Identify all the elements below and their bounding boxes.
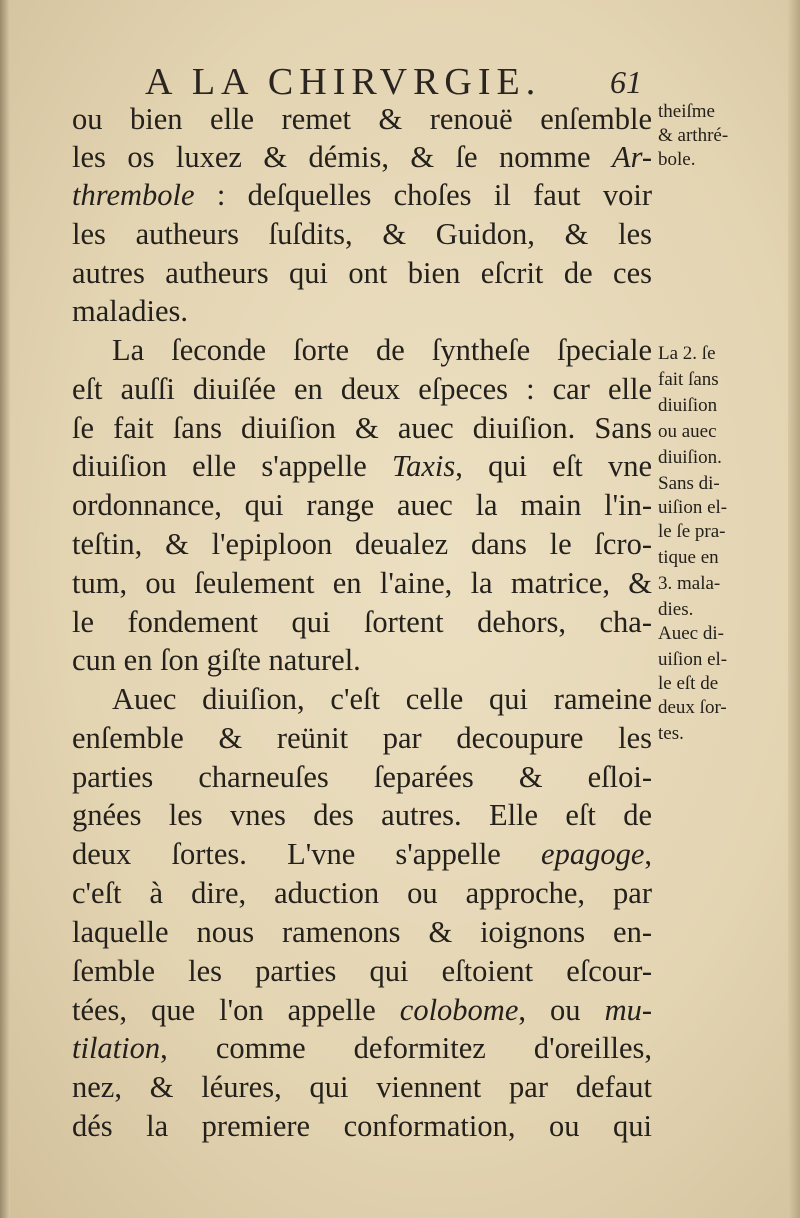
margin-note-line: tes.	[658, 723, 684, 744]
text-line: cun en ſon giſte naturel.	[72, 643, 361, 677]
text-line: ſemble les parties qui eſtoient eſcour-	[72, 954, 652, 988]
margin-note-line: diuiſion.	[658, 447, 722, 468]
text-line: nez, & léures, qui viennent par defaut	[72, 1070, 652, 1104]
text-line: dés la premiere conformation, ou qui	[72, 1109, 652, 1143]
text-line: thrembole : deſquelles choſes il faut voir	[72, 178, 652, 212]
text-line: teſtin, & l'epiploon deualez dans le ſcro-	[72, 527, 652, 561]
text-line: autres autheurs qui ont bien eſcrit de ces	[72, 256, 652, 290]
margin-note-line: le ſe pra-	[658, 521, 726, 542]
margin-note-line: Auec di-	[658, 623, 724, 644]
text-line: tilation, comme deformitez d'oreilles,	[72, 1031, 652, 1065]
text-line: La ſeconde ſorte de ſyntheſe ſpeciale	[112, 333, 652, 367]
text-line: Auec diuiſion, c'eſt celle qui rameine	[112, 682, 652, 716]
text-line: ordonnance, qui range auec la main l'in-	[72, 488, 652, 522]
text-line: laquelle nous ramenons & ioignons en-	[72, 915, 652, 949]
text-line: tum, ou ſeulement en l'aine, la matrice, &	[72, 566, 652, 600]
margin-note-line: fait ſans	[658, 369, 719, 390]
text-line: parties charneuſes ſeparées & eſloi-	[72, 760, 652, 794]
text-line: ſe fait ſans diuiſion & auec diuiſion. Sans	[72, 411, 652, 445]
margin-note-line: 3. mala-	[658, 573, 721, 594]
margin-note-line: Sans di-	[658, 473, 720, 494]
text-line: enſemble & reünit par decoupure les	[72, 721, 652, 755]
text-line: eſt auſſi diuiſée en deux eſpeces : car elle	[72, 372, 652, 406]
margin-note-line: La 2. ſe	[658, 343, 716, 364]
text-line: ou bien elle remet & renouë enſemble	[72, 102, 652, 136]
text-line: gnées les vnes des autres. Elle eſt de	[72, 798, 652, 832]
margin-note-line: diuiſion	[658, 395, 718, 416]
margin-note-line: le eſt de	[658, 673, 719, 694]
margin-note-line: deux ſor-	[658, 697, 727, 718]
page-edge	[788, 0, 800, 1218]
text-line: maladies.	[72, 294, 189, 328]
page-number: 61	[610, 64, 642, 100]
margin-note-line: & arthré-	[658, 125, 729, 146]
running-head: A LA CHIRVRGIE.	[145, 61, 542, 103]
margin-note-line: theiſme	[658, 101, 715, 122]
text-line: c'eſt à dire, aduction ou approche, par	[72, 876, 652, 910]
text-line: le fondement qui ſortent dehors, cha-	[72, 605, 652, 639]
page-gutter	[0, 0, 10, 1218]
text-line: les autheurs ſuſdits, & Guidon, & les	[72, 217, 652, 251]
margin-note-line: tique en	[658, 547, 719, 568]
page-header	[145, 60, 665, 104]
text-line: les os luxez & démis, & ſe nomme Ar-	[72, 140, 652, 174]
margin-note-line: bole.	[658, 149, 696, 170]
text-line: tées, que l'on appelle colobome, ou mu-	[72, 993, 653, 1027]
text-line: deux ſortes. L'vne s'appelle epagoge,	[72, 837, 652, 871]
margin-note-line: ou auec	[658, 421, 717, 442]
text-line: diuiſion elle s'appelle Taxis, qui eſt vne	[72, 449, 653, 483]
margin-note-line: uiſion el-	[658, 649, 728, 670]
margin-note-line: dies.	[658, 599, 694, 620]
margin-note-line: uiſion el-	[658, 497, 728, 518]
